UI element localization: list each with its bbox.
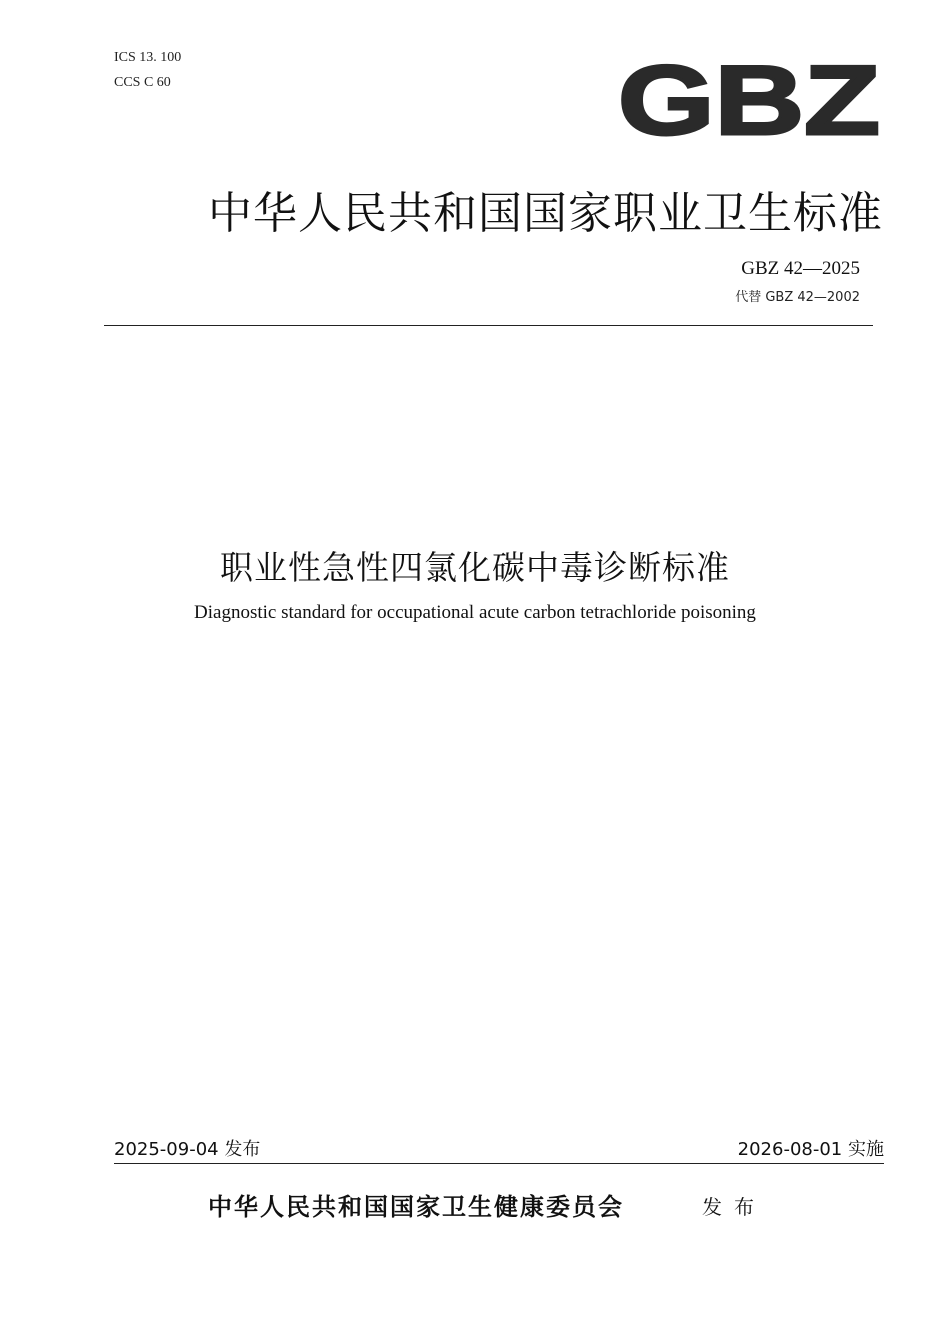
issue-date: 2025-09-04 发布	[114, 1139, 261, 1160]
standard-title-chinese: 职业性急性四氯化碳中毒诊断标准	[220, 548, 730, 587]
issue-label: 发布	[702, 1195, 766, 1219]
standard-title-english: Diagnostic standard for occupational acute carbon tetrachloride poisoning	[194, 602, 756, 623]
ccs-code: CCS C 60	[114, 75, 171, 90]
standard-number: GBZ 42—2025	[741, 258, 860, 279]
implementation-date: 2026-08-01 实施	[737, 1139, 884, 1160]
organization-title: 中华人民共和国国家职业卫生标准	[208, 188, 883, 239]
replaces-standard: 代替 GBZ 42—2002	[735, 290, 860, 305]
svg-text:GBZ: GBZ	[618, 62, 880, 140]
header-divider	[104, 325, 873, 326]
ics-code: ICS 13. 100	[114, 50, 182, 65]
gbz-logo	[616, 62, 882, 140]
footer-divider	[114, 1163, 884, 1164]
issuing-authority: 中华人民共和国国家卫生健康委员会	[208, 1192, 624, 1221]
